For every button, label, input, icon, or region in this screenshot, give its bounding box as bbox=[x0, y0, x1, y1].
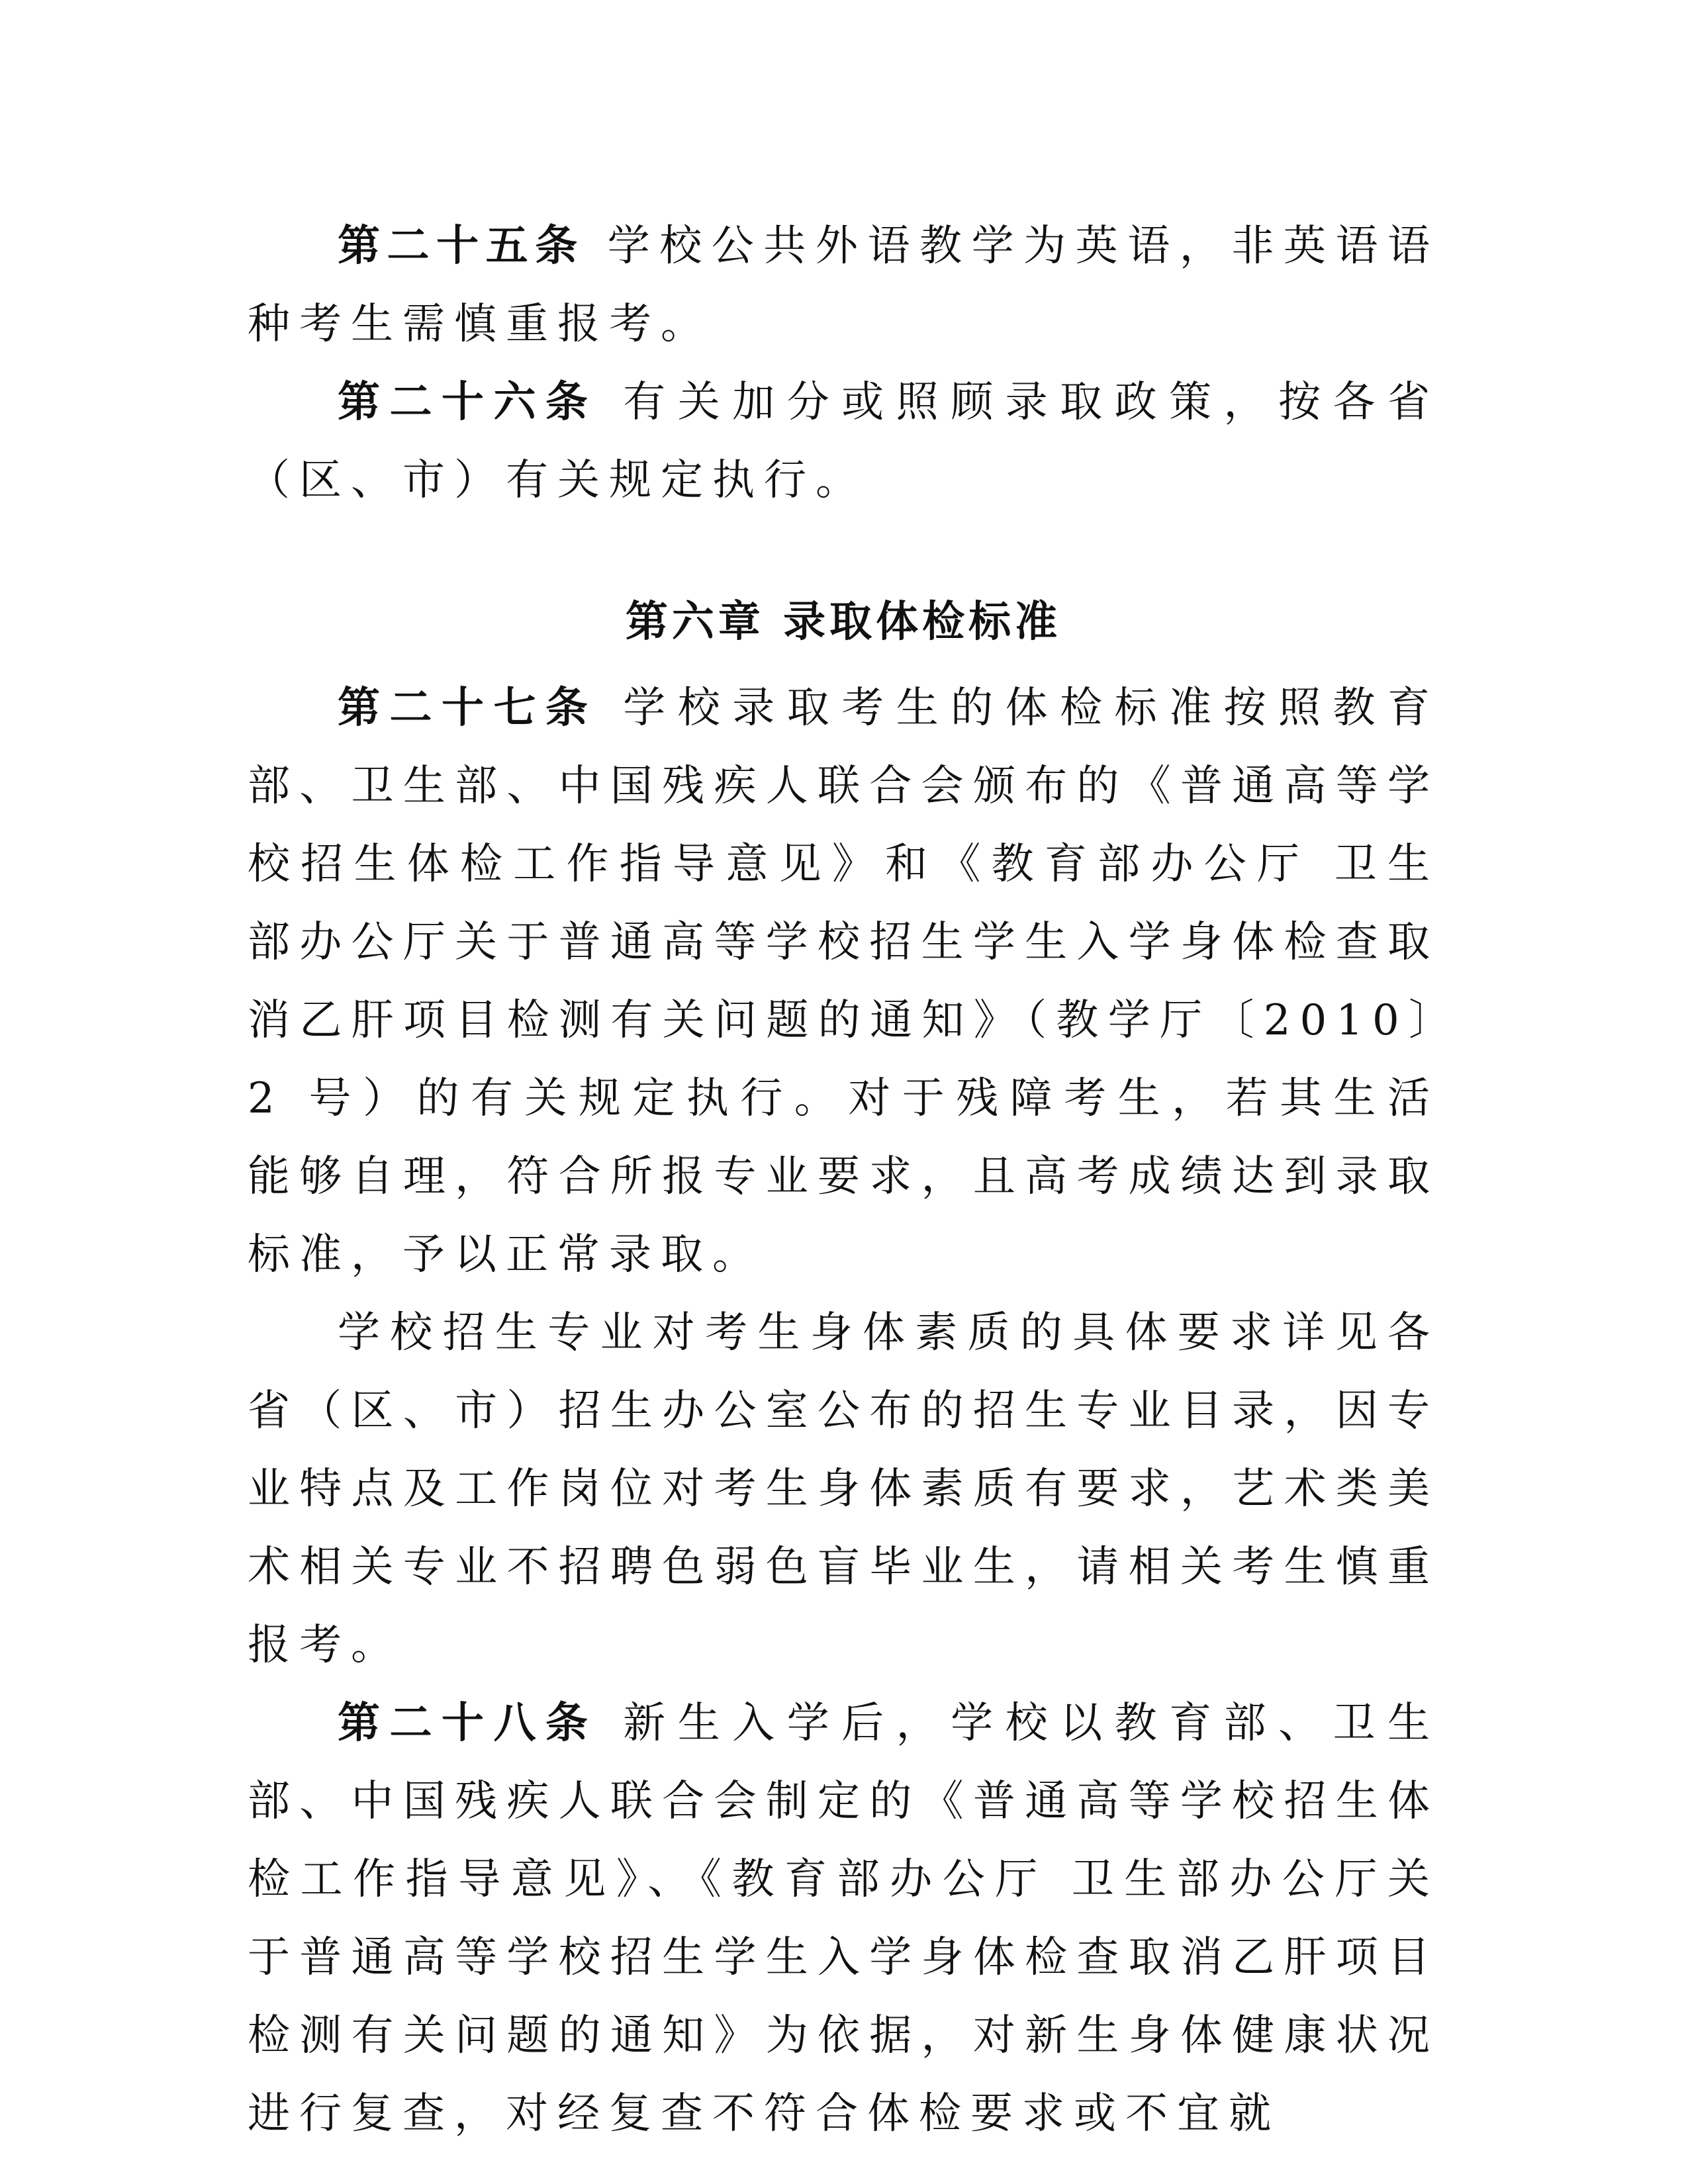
article-26 bbox=[248, 363, 1439, 520]
paragraph-text: 学校招生专业对考生身体素质的具体要求详见各省（区、市）招生办公室公布的招生专业目录，因专业特点及工作岗位对考生身体素质有要求，艺术类美术相关专业不招聘色弱色盲毕业生，请相关考生慎重报考。 bbox=[248, 1308, 1439, 1670]
chapter-title-text: 录取体检标准 bbox=[783, 598, 1062, 647]
chapter-number: 第六章 bbox=[625, 598, 765, 647]
article-number: 第二十五条 bbox=[338, 222, 585, 271]
article-number: 第二十七条 bbox=[338, 684, 598, 733]
chapter-heading bbox=[248, 589, 1439, 655]
article-number: 第二十六条 bbox=[338, 378, 598, 427]
article-text: 有关加分或照顾录取政策，按各省（区、市）有关规定执行。 bbox=[248, 378, 1440, 505]
article-25 bbox=[248, 207, 1439, 363]
section-top bbox=[248, 207, 1439, 520]
article-27 bbox=[248, 669, 1439, 1294]
article-28 bbox=[248, 1684, 1439, 2153]
article-27-paragraph-2 bbox=[248, 1294, 1439, 1684]
section-bottom bbox=[248, 669, 1439, 2153]
article-number: 第二十八条 bbox=[338, 1699, 598, 1748]
article-text: 学校公共外语教学为英语，非英语语种考生需慎重报考。 bbox=[248, 222, 1440, 349]
article-text: 新生入学后，学校以教育部、卫生部、中国残疾人联合会制定的《普通高等学校招生体检工作指导意见》、《教育部办公厅 卫生部办公厅关于普通高等学校招生学生入学身体检查取消乙肝项目检测有关问题的通知》为依据，对新生身体健康状况进行复查，对经复查不符合体检要求或不宜就 bbox=[248, 1699, 1440, 2138]
article-text: 学校录取考生的体检标准按照教育部、卫生部、中国残疾人联合会颁布的《普通高等学校招生体检工作指导意见》和《教育部办公厅 卫生部办公厅关于普通高等学校招生学生入学身体检查取消乙肝项目检测有关问题的通知》（教学厅〔2010〕2 号）的有关规定执行。对于残障考生，若其生活能够自理，符合所报专业要求，且高考成绩达到录取标准，予以正常录取。 bbox=[248, 684, 1440, 1279]
